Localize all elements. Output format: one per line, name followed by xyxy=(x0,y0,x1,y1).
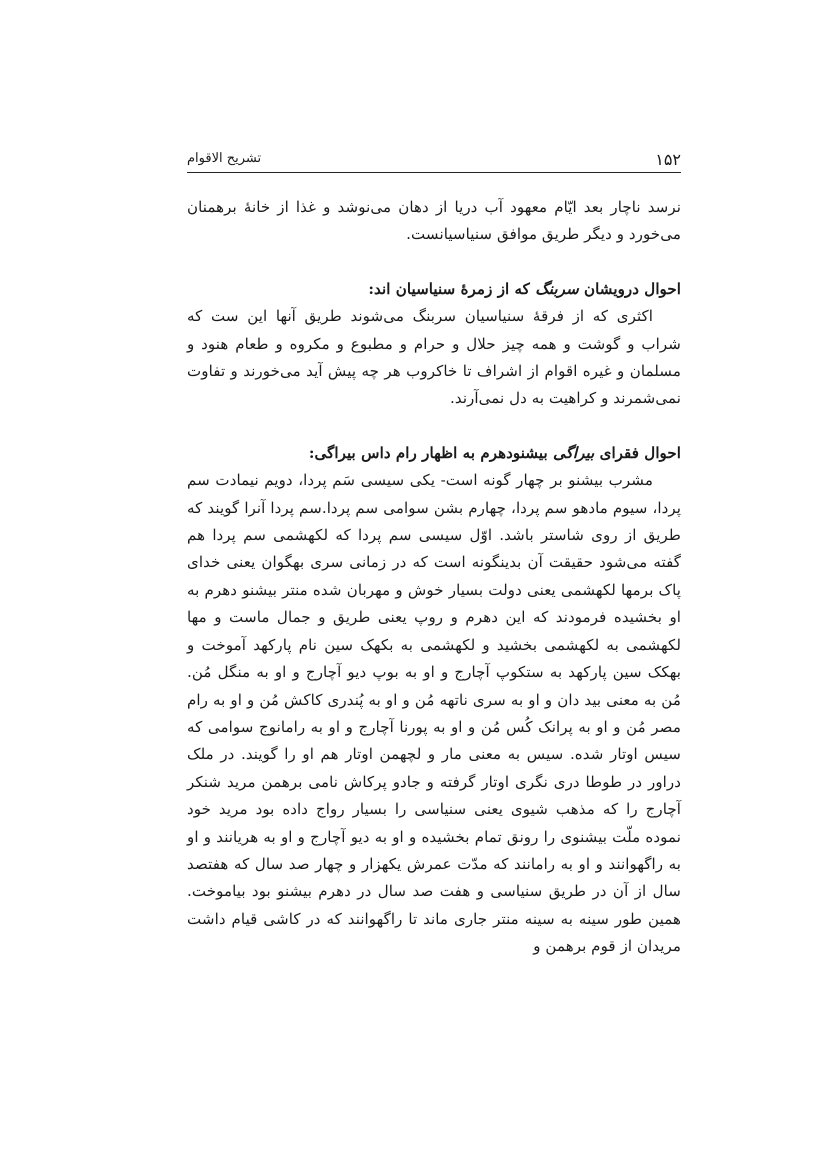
section-heading-sarbang xyxy=(187,276,681,303)
heading-italic-term: بیراگی xyxy=(552,443,595,462)
heading-part: احوال فقرای xyxy=(594,443,681,462)
section-heading-bairagi xyxy=(187,440,681,467)
running-title: تشریح الاقوام xyxy=(187,151,262,166)
heading-part: احوال درویشان xyxy=(578,279,681,298)
heading-part: که از زمرهٔ سنیاسیان اند: xyxy=(368,279,536,298)
paragraph-sarbang: اکثری که از فرقهٔ سنیاسیان سربنگ می‌شوند طریق آنها این ست که شراب و گوشت و همه چیز حلال و حرام و مطبوع و مکروه و طعام هنود و مسلمان و غیره اقوام از اشراف تا خاکروب هر چه پیش آید می‌خورند و تفاوت نمی‌شمرند و کراهیت به دل نمی‌آرند. xyxy=(187,307,681,408)
page-number: ۱۵۲ xyxy=(655,150,681,169)
running-header xyxy=(187,150,681,173)
paragraph-continuation: نرسد ناچار بعد ایّام معهود آب دریا از دهان می‌نوشد و غذا از خانهٔ برهمنان می‌خورد و دیگر طریق موافق سنیاسیانست. xyxy=(187,198,681,244)
heading-part: بیشنودهرم به اظهار رام داس بیراگی: xyxy=(308,443,553,462)
paragraph-bishnu: مشرب بیشنو بر چهار گونه است- یکی سیسی سَم پردا، دویم نیمادت سم پردا، سیوم مادهو سم پردا، چهارم بشن سوامی سم پردا.سم پردا آنرا گویند که طریق از روی شاستر باشد. اوّل سیسی سم پردا که لکهشمی سم پردا هم گفته می‌شود حقیقت آن بدینگونه است که در زمانی سری بهگوان یعنی خدای پاک برمها لکهشمی یعنی دولت بسیار خوش و مهربان شده منتر بیشنو دهرم به او بخشیده فرمودند که این دهرم و روپ یعنی طریق و جمال ماست و مها لکهشمی به لکهشمی بخشید و لکهشمی به بکهک سین نام پارکهد آموخت و بهکک سین پارکهد به ستکوپ آچارج و او به بوپ دیو آچارج و او به منگل مُن. مُن به معنی بید دان و او به سری ناتهه مُن و او به پُندری کاکش مُن و او به رام مصر مُن و او به پرانک کُس مُن و او به پورنا آچارج و او به رامانوج سوامی که سیس اوتار شده. سیس به معنی مار و لچهمن اوتار هم او را گویند. در ملک دراور در طوطا دری نگری اوتار گرفته و جادو پرکاش نامی برهمن مرید شنکر آچارج را که مذهب شیوی یعنی سنیاسی را بسیار رواج داده بود مرید خود نموده ملّت بیشنوی را رونق تمام بخشیده و او به دیو آچارج و او به هریانند و او به راگهوانند و او به رامانند که مدّت عمرش یکهزار و چهار صد سال که هفتصد سال از آن در طریق سنیاسی و هفت صد سال در دهرم بیشنو بود بیاموخت. همین طور سینه به سینه منتر جاری ماند تا راگهوانند که در کاشی قیام داشت مریدان از قوم برهمن و xyxy=(187,471,681,956)
page-body xyxy=(187,194,681,961)
heading-italic-term: سربنگ xyxy=(535,279,579,298)
